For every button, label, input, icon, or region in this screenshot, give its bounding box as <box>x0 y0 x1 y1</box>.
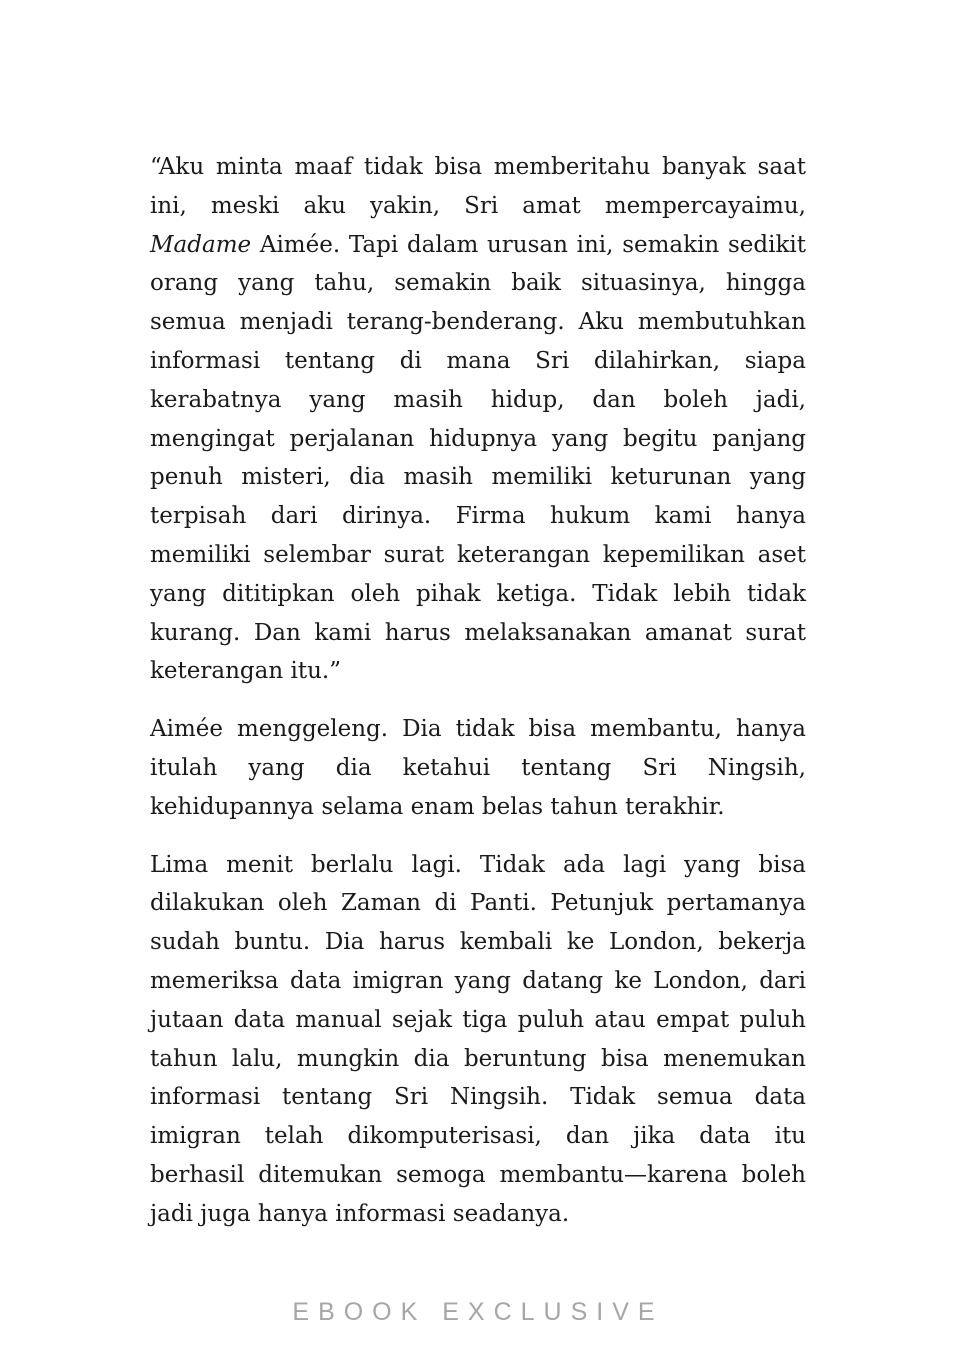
paragraph-1 <box>150 148 806 691</box>
paragraph-1-text-end: Aimée. Tapi dalam urusan ini, semakin sedikit orang yang tahu, semakin baik situasinya, hingga semua menjadi terang-benderang. Aku membutuhkan informasi tentang di mana Sri dilahirkan, siapa kerabatnya yang masih hidup, dan boleh jadi, mengingat perjalanan hidupnya yang begitu panjang penuh misteri, dia masih memiliki keturunan yang terpisah dari dirinya. Firma hukum kami hanya memiliki selembar surat keterangan kepemilikan aset yang dititipkan oleh pihak ketiga. Tidak lebih tidak kurang. Dan kami harus melaksanakan amanat surat keterangan itu.” <box>150 231 806 685</box>
paragraph-3: Lima menit berlalu lagi. Tidak ada lagi yang bisa dilakukan oleh Zaman di Panti. Petunjuk pertamanya sudah buntu. Dia harus kembali ke London, bekerja memeriksa data imigran yang datang ke London, dari jutaan data manual sejak tiga puluh atau empat puluh tahun lalu, mungkin dia beruntung bisa menemukan informasi tentang Sri Ningsih. Tidak semua data imigran telah dikomputerisasi, dan jika data itu berhasil ditemukan semoga membantu—karena boleh jadi juga hanya informasi seadanya. <box>150 851 806 1227</box>
ebook-exclusive-footer: EBOOK EXCLUSIVE <box>292 1298 664 1326</box>
paragraph-1-text-start: “Aku minta maaf tidak bisa memberitahu banyak saat ini, meski aku yakin, Sri amat mempercayaimu, <box>150 154 806 219</box>
page-content <box>150 148 806 1234</box>
paragraph-1-italic-word: Madame <box>150 231 252 258</box>
paragraph-2: Aimée menggeleng. Dia tidak bisa membantu, hanya itulah yang dia ketahui tentang Sri Ningsih, kehidupannya selama enam belas tahun terakhir. <box>150 716 806 820</box>
